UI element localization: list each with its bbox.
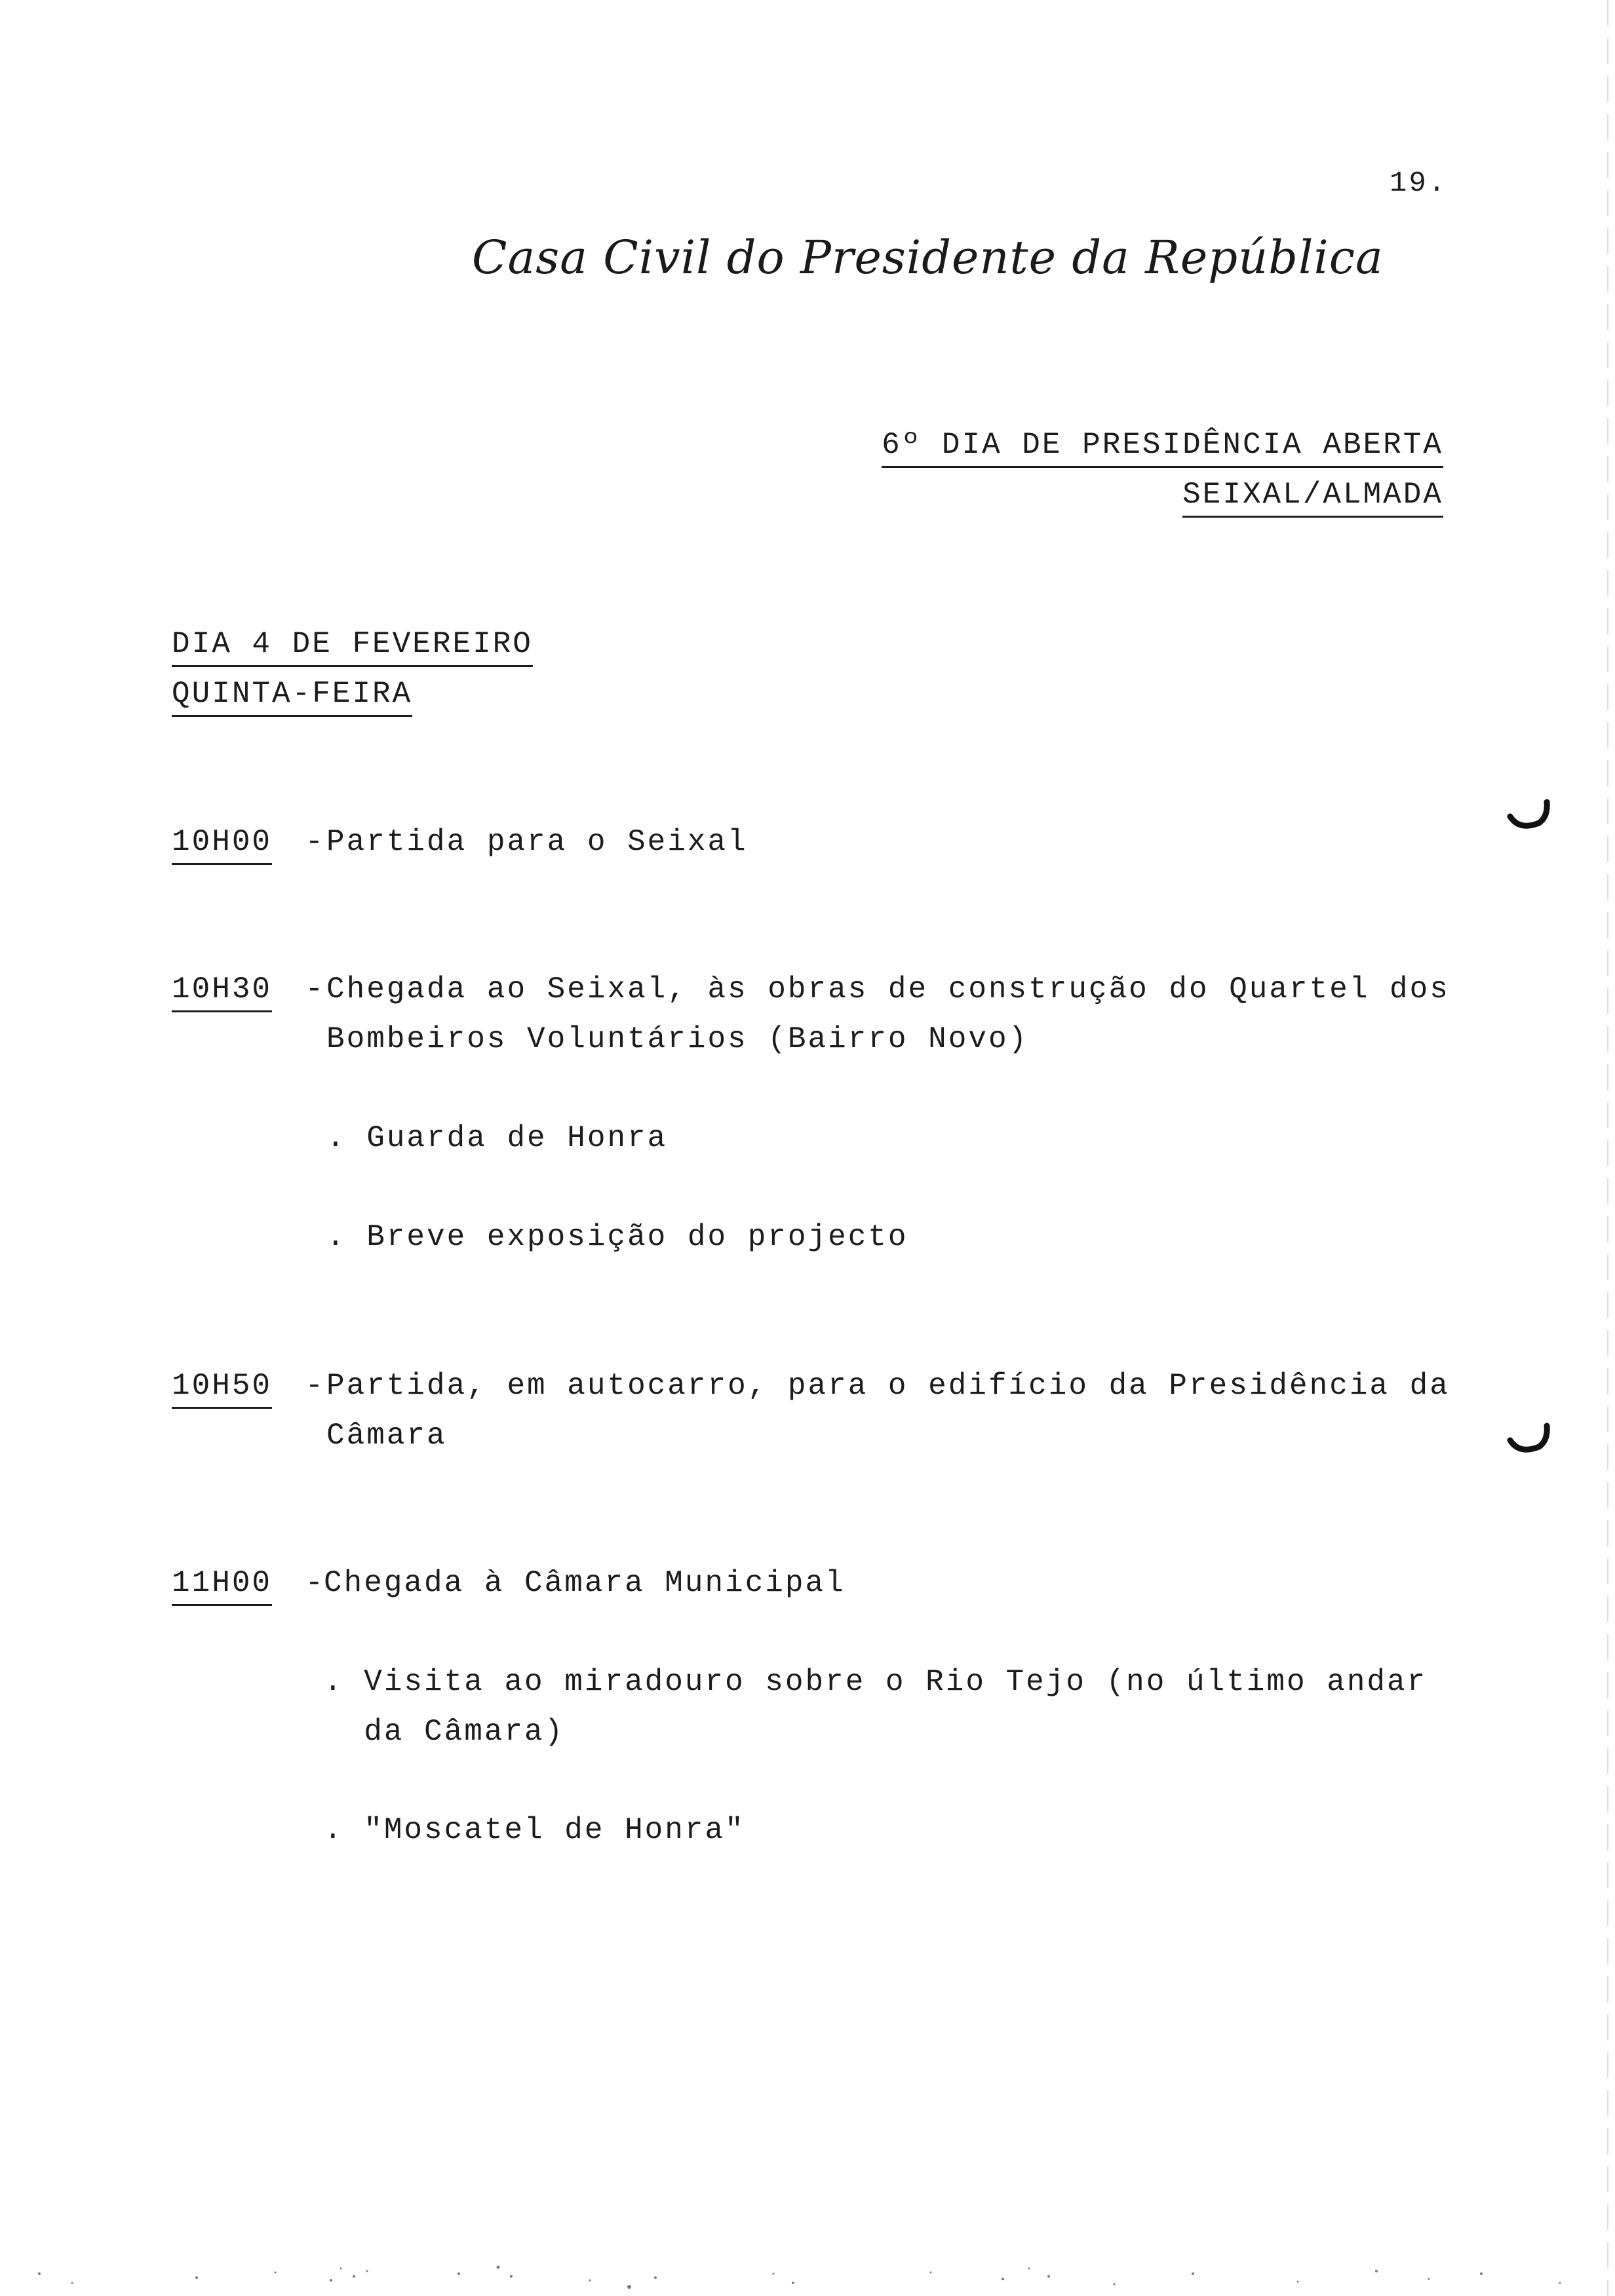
date-block bbox=[172, 629, 533, 709]
bullet-item: . "Moscatel de Honra" bbox=[324, 1813, 745, 1847]
schedule-separator: - bbox=[305, 1566, 326, 1600]
header-title: 6º DIA DE PRESIDÊNCIA ABERTA bbox=[882, 428, 1443, 468]
weekday-line: QUINTA-FEIRA bbox=[172, 677, 412, 717]
schedule-separator: - bbox=[305, 972, 326, 1006]
header-block bbox=[882, 430, 1443, 510]
schedule-time: 10H30 bbox=[172, 972, 272, 1012]
schedule-text: Partida, em autocarro, para o edifício da Presidência da bbox=[326, 1369, 1450, 1403]
schedule-text: Chegada ao Seixal, às obras de construção do Quartel dos bbox=[326, 972, 1450, 1006]
schedule-entry bbox=[172, 827, 325, 857]
scan-noise bbox=[0, 2254, 1615, 2293]
schedule-separator: - bbox=[305, 825, 326, 859]
page-number: 19. bbox=[1390, 167, 1448, 200]
schedule-time: 10H50 bbox=[172, 1369, 272, 1409]
schedule-entry bbox=[172, 1568, 325, 1598]
schedule-text: Câmara bbox=[326, 1419, 447, 1453]
binding-mark-icon bbox=[1506, 797, 1552, 836]
schedule-text: Chegada à Câmara Municipal bbox=[324, 1566, 846, 1600]
schedule-text: Bombeiros Voluntários (Bairro Novo) bbox=[326, 1022, 1029, 1056]
binding-mark-icon bbox=[1506, 1421, 1552, 1460]
schedule-time: 11H00 bbox=[172, 1566, 272, 1606]
bullet-item: . Visita ao miradouro sobre o Rio Tejo (no último andar bbox=[324, 1665, 1428, 1699]
schedule-text: Partida para o Seixal bbox=[326, 825, 748, 859]
schedule-time: 10H00 bbox=[172, 825, 272, 865]
schedule-separator: - bbox=[305, 1369, 326, 1403]
page-edge-shadow bbox=[1607, 0, 1608, 2296]
header-location: SEIXAL/ALMADA bbox=[1182, 478, 1443, 518]
schedule-entry bbox=[172, 1371, 325, 1401]
date-line: DIA 4 DE FEVEREIRO bbox=[172, 627, 533, 667]
letterhead-title: Casa Civil do Presidente da República bbox=[472, 231, 1384, 284]
bullet-item: . Guarda de Honra bbox=[326, 1121, 668, 1155]
bullet-item: . Breve exposição do projecto bbox=[326, 1220, 908, 1254]
schedule-entry bbox=[172, 974, 325, 1004]
bullet-item-continuation: da Câmara) bbox=[324, 1715, 565, 1749]
